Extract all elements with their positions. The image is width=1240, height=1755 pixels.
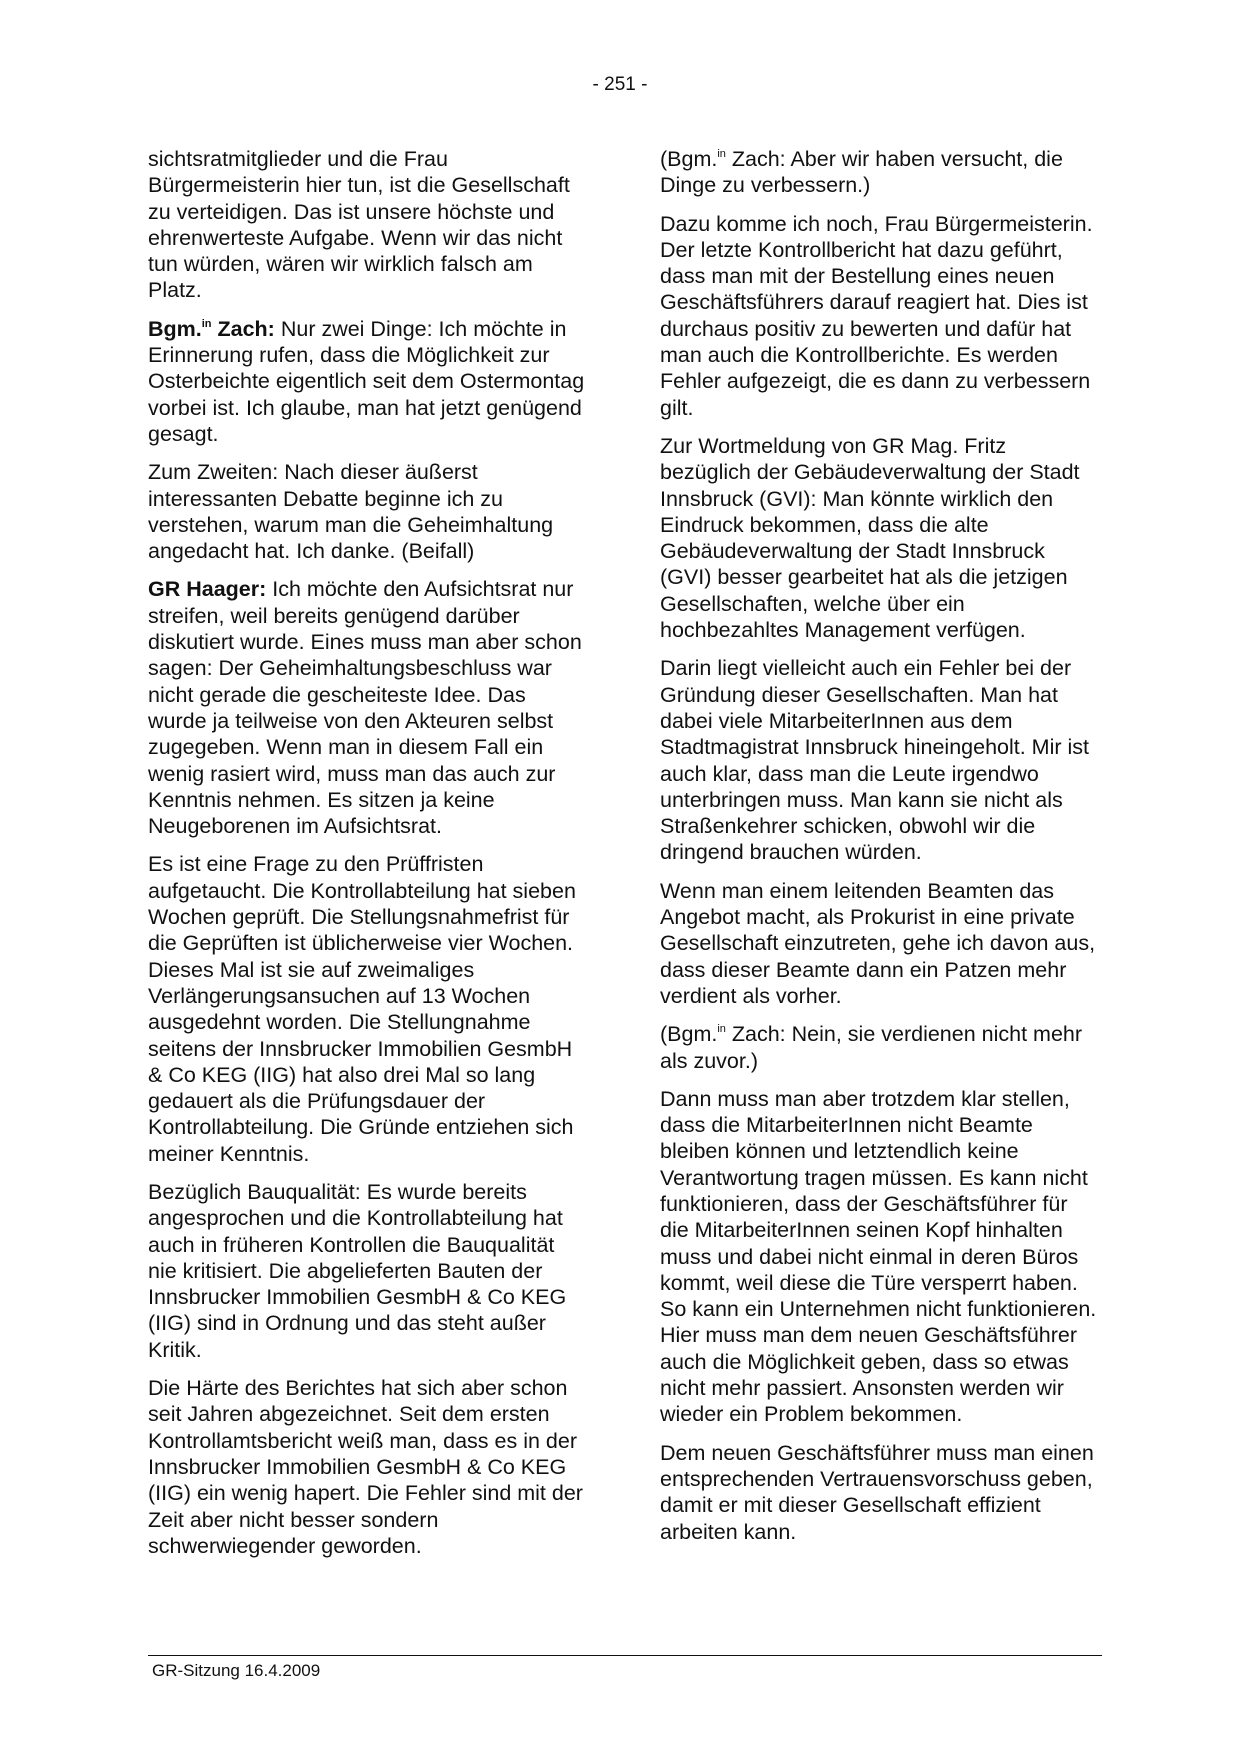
paragraph: Es ist eine Frage zu den Prüffristen aufgetaucht. Die Kontrollabteilung hat sieben Wochen geprüft. Die Stellungsnahmefrist für die Geprüften ist üblicherweise vier Wochen. Dieses Mal ist sie auf zweimaliges Verlängerungsansuchen auf 13 Wochen ausgedehnt worden. Die Stellungnahme seitens der Innsbrucker Immobilien GesmbH & Co KEG (IIG) hat also drei Mal so lang gedauert als die Prüfungsdauer der Kontrollabteilung. Die Gründe entziehen sich meiner Kenntnis. [148, 852, 576, 1166]
page-number: - 251 - [592, 74, 648, 95]
paragraph: Dazu komme ich noch, Frau Bürgermeisterin. Der letzte Kontrollbericht hat dazu geführt, dass man mit der Bestellung eines neuen Geschäftsführers darauf reagiert hat. Dies ist durchaus positiv zu bewerten und dafür hat man auch die Kontrollberichte. Es werden Fehler aufgezeigt, die es dann zu verbessern gilt. [660, 211, 1093, 420]
paragraph: Zur Wortmeldung von GR Mag. Fritz bezüglich der Gebäudeverwaltung der Stadt Innsbruck (GVI): Man könnte wirklich den Eindruck bekommen, dass die alte Gebäudeverwaltung der Stadt Innsbruck (GVI) besser gearbeitet hat als die jetzigen Gesellschaften, welche über ein hochbezahltes Management verfügen. [660, 433, 1080, 643]
right-column [660, 146, 1100, 1557]
paragraph: Dem neuen Geschäftsführer muss man einen entsprechenden Vertrauensvorschuss geben, damit er mit dieser Gesellschaft effizient arbeiten kann. [660, 1440, 1094, 1544]
speaker-label: Bgm.$^{in}$ Zach: [148, 316, 275, 341]
left-column [148, 146, 588, 1571]
speaker-label: GR Haager: [148, 577, 267, 602]
footer-divider [148, 1655, 1102, 1656]
paragraph: Die Härte des Berichtes hat sich aber schon seit Jahren abgezeichnet. Seit dem ersten Kontrollamtsbericht weiß man, dass es in der Innsbrucker Immobilien GesmbH & Co KEG (IIG) ein wenig hapert. Die Fehler sind mit der Zeit aber nicht besser sondern schwerwiegender geworden. [148, 1376, 583, 1558]
paragraph: Dann muss man aber trotzdem klar stellen, dass die MitarbeiterInnen nicht Beamte bleiben können und letztendlich keine Verantwortung tragen müssen. Es kann nicht funktionieren, dass der Geschäftsführer für die MitarbeiterInnen seinen Kopf hinhalten muss und dabei nicht einmal in deren Büros kommt, weil diese die Türe versperrt haben. So kann ein Unternehmen nicht funktionieren. Hier muss man dem neuen Geschäftsführer auch die Möglichkeit geben, dass so etwas nicht mehr passiert. Ansonsten werden wir wieder ein Problem bekommen. [660, 1086, 1097, 1427]
footer-session-label: GR-Sitzung 16.4.2009 [152, 1661, 321, 1680]
paragraph: Zum Zweiten: Nach dieser äußerst interessanten Debatte beginne ich zu verstehen, warum man die Geheimhaltung angedacht hat. Ich danke. (Beifall) [148, 460, 554, 564]
paragraph: sichtsratmitglieder und die Frau Bürgermeisterin hier tun, ist die Gesellschaft zu verteidigen. Das ist unsere höchste und ehrenwerteste Aufgabe. Wenn wir das nicht tun würden, wären wir wirklich falsch am Platz. [148, 147, 570, 303]
paragraph: Bezüglich Bauqualität: Es wurde bereits angesprochen und die Kontrollabteilung hat auch in früheren Kontrollen die Bauqualität nie kritisiert. Die abgelieferten Bauten der Innsbrucker Immobilien GesmbH & Co KEG (IIG) sind in Ordnung und das steht außer Kritik. [148, 1179, 567, 1362]
interjection: (Bgm.$^{in}$ Zach: Nein, sie verdienen nicht mehr als zuvor.) [660, 1022, 1083, 1073]
paragraph: Darin liegt vielleicht auch ein Fehler bei der Gründung dieser Gesellschaften. Man hat dabei viele MitarbeiterInnen aus dem Stadtmagistrat Innsbruck hineingeholt. Mir ist auch klar, dass man die Leute irgendwo unterbringen muss. Man kann sie nicht als Straßenkehrer schicken, obwohl wir die dringend brauchen würden. [660, 656, 1090, 865]
paragraph: GR Haager: Ich möchte den Aufsichtsrat nur streifen, weil bereits genügend darüber diskutiert wurde. Eines muss man aber schon sagen: Der Geheimhaltungsbeschluss war nicht gerade die gescheiteste Idee. Das wurde ja teilweise von den Akteuren selbst zugegeben. Wenn man in diesem Fall ein wenig rasiert wird, muss man das auch zur Kenntnis nehmen. Es sitzen ja keine Neugeborenen im Aufsichtsrat. [148, 577, 582, 839]
interjection: (Bgm.$^{in}$ Zach: Aber wir haben versucht, die Dinge zu verbessern.) [660, 147, 1063, 198]
paragraph: Bgm.$^{in}$ Zach: Nur zwei Dinge: Ich möchte in Erinnerung rufen, dass die Möglichkeit zur Osterbeichte eigentlich seit dem Ostermontag vorbei ist. Ich glaube, man hat jetzt genügend gesagt. [148, 316, 585, 446]
paragraph: Wenn man einem leitenden Beamten das Angebot macht, als Prokurist in eine private Gesellschaft einzutreten, gehe ich davon aus, dass dieser Beamte dann ein Patzen mehr verdient als vorher. [660, 878, 1096, 1008]
